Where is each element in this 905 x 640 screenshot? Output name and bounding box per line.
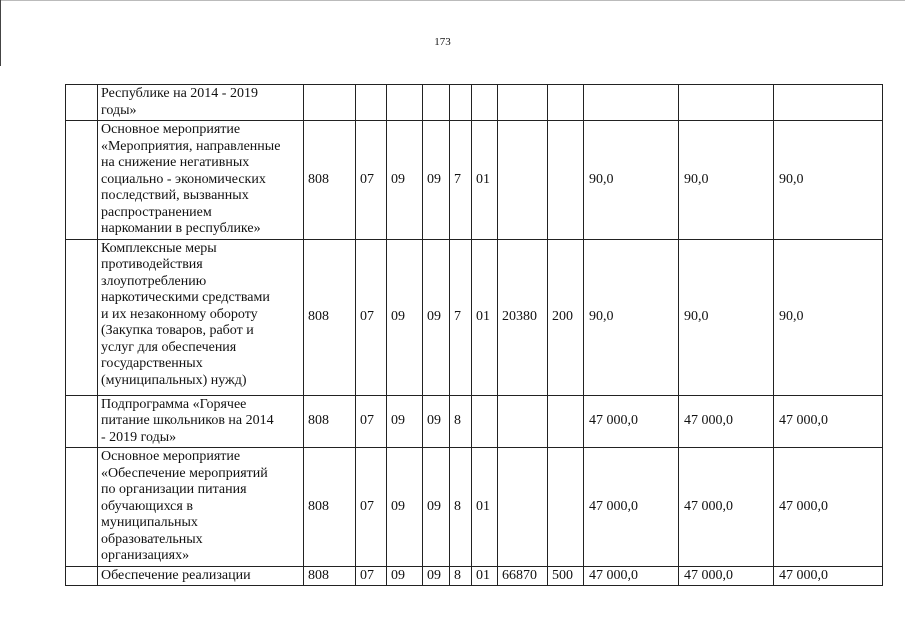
subprogram-cell: 7 <box>450 121 472 240</box>
amount-2019-cell <box>774 85 883 121</box>
direction-cell <box>498 448 548 567</box>
section-cell: 07 <box>356 121 387 240</box>
code-cell: 808 <box>304 121 356 240</box>
table-row <box>66 395 883 448</box>
amount-2019-cell: 90,0 <box>774 239 883 395</box>
amount-2017-cell: 47 000,0 <box>584 448 679 567</box>
amount-2019-cell: 90,0 <box>774 121 883 240</box>
item-name-cell: Основное мероприятие «Мероприятия, направленные на снижение негативных социально - экономических последствий, вызванных распространением наркомании в республике» <box>98 121 304 240</box>
program-cell: 09 <box>423 121 450 240</box>
blank-cell <box>66 448 98 567</box>
scan-edge-left <box>0 0 1 66</box>
table-row <box>66 121 883 240</box>
section-cell: 07 <box>356 566 387 586</box>
section-cell: 07 <box>356 395 387 448</box>
item-name-cell: Основное мероприятие «Обеспечение мероприятий по организации питания обучающихся в муниципальных образовательных организациях» <box>98 448 304 567</box>
subsection-cell: 09 <box>387 239 423 395</box>
blank-cell <box>66 395 98 448</box>
item-name-cell: Обеспечение реализации <box>98 566 304 586</box>
subprogram-cell: 7 <box>450 239 472 395</box>
blank-cell <box>66 566 98 586</box>
event-cell <box>472 85 498 121</box>
code-cell: 808 <box>304 239 356 395</box>
code-cell: 808 <box>304 395 356 448</box>
item-name-cell: Комплексные меры противодействия злоупотреблению наркотическими средствами и их незаконному обороту (Закупка товаров, работ и услуг для обеспечения государственных (муниципальных) нужд) <box>98 239 304 395</box>
table-row <box>66 85 883 121</box>
amount-2017-cell: 47 000,0 <box>584 566 679 586</box>
blank-cell <box>66 85 98 121</box>
direction-cell <box>498 85 548 121</box>
item-name-cell: Республике на 2014 - 2019 годы» <box>98 85 304 121</box>
code-cell: 808 <box>304 566 356 586</box>
direction-cell: 66870 <box>498 566 548 586</box>
expense-type-cell <box>548 121 584 240</box>
budget-table <box>65 84 883 586</box>
subprogram-cell: 8 <box>450 395 472 448</box>
direction-cell: 20380 <box>498 239 548 395</box>
program-cell: 09 <box>423 448 450 567</box>
blank-cell <box>66 121 98 240</box>
scan-edge-top <box>0 0 905 1</box>
subsection-cell: 09 <box>387 395 423 448</box>
amount-2018-cell: 47 000,0 <box>679 566 774 586</box>
code-cell <box>304 85 356 121</box>
event-cell: 01 <box>472 566 498 586</box>
direction-cell <box>498 395 548 448</box>
direction-cell <box>498 121 548 240</box>
expense-type-cell: 200 <box>548 239 584 395</box>
subprogram-cell: 8 <box>450 448 472 567</box>
event-cell: 01 <box>472 121 498 240</box>
expense-type-cell <box>548 395 584 448</box>
section-cell: 07 <box>356 448 387 567</box>
program-cell: 09 <box>423 239 450 395</box>
table-row <box>66 566 883 586</box>
amount-2017-cell: 90,0 <box>584 121 679 240</box>
amount-2018-cell: 90,0 <box>679 121 774 240</box>
amount-2018-cell: 47 000,0 <box>679 395 774 448</box>
expense-type-cell <box>548 85 584 121</box>
table-row <box>66 448 883 567</box>
subsection-cell <box>387 85 423 121</box>
amount-2019-cell: 47 000,0 <box>774 448 883 567</box>
event-cell: 01 <box>472 448 498 567</box>
subsection-cell: 09 <box>387 121 423 240</box>
program-cell: 09 <box>423 395 450 448</box>
page-number: 173 <box>434 36 451 48</box>
amount-2018-cell: 47 000,0 <box>679 448 774 567</box>
amount-2017-cell: 90,0 <box>584 239 679 395</box>
table-row <box>66 239 883 395</box>
program-cell: 09 <box>423 566 450 586</box>
blank-cell <box>66 239 98 395</box>
expense-type-cell <box>548 448 584 567</box>
section-cell <box>356 85 387 121</box>
event-cell: 01 <box>472 239 498 395</box>
amount-2019-cell: 47 000,0 <box>774 395 883 448</box>
amount-2019-cell: 47 000,0 <box>774 566 883 586</box>
subprogram-cell <box>450 85 472 121</box>
amount-2017-cell: 47 000,0 <box>584 395 679 448</box>
subsection-cell: 09 <box>387 566 423 586</box>
subsection-cell: 09 <box>387 448 423 567</box>
section-cell: 07 <box>356 239 387 395</box>
amount-2018-cell: 90,0 <box>679 239 774 395</box>
amount-2017-cell <box>584 85 679 121</box>
event-cell <box>472 395 498 448</box>
code-cell: 808 <box>304 448 356 567</box>
amount-2018-cell <box>679 85 774 121</box>
item-name-cell: Подпрограмма «Горячее питание школьников на 2014 - 2019 годы» <box>98 395 304 448</box>
expense-type-cell: 500 <box>548 566 584 586</box>
subprogram-cell: 8 <box>450 566 472 586</box>
program-cell <box>423 85 450 121</box>
